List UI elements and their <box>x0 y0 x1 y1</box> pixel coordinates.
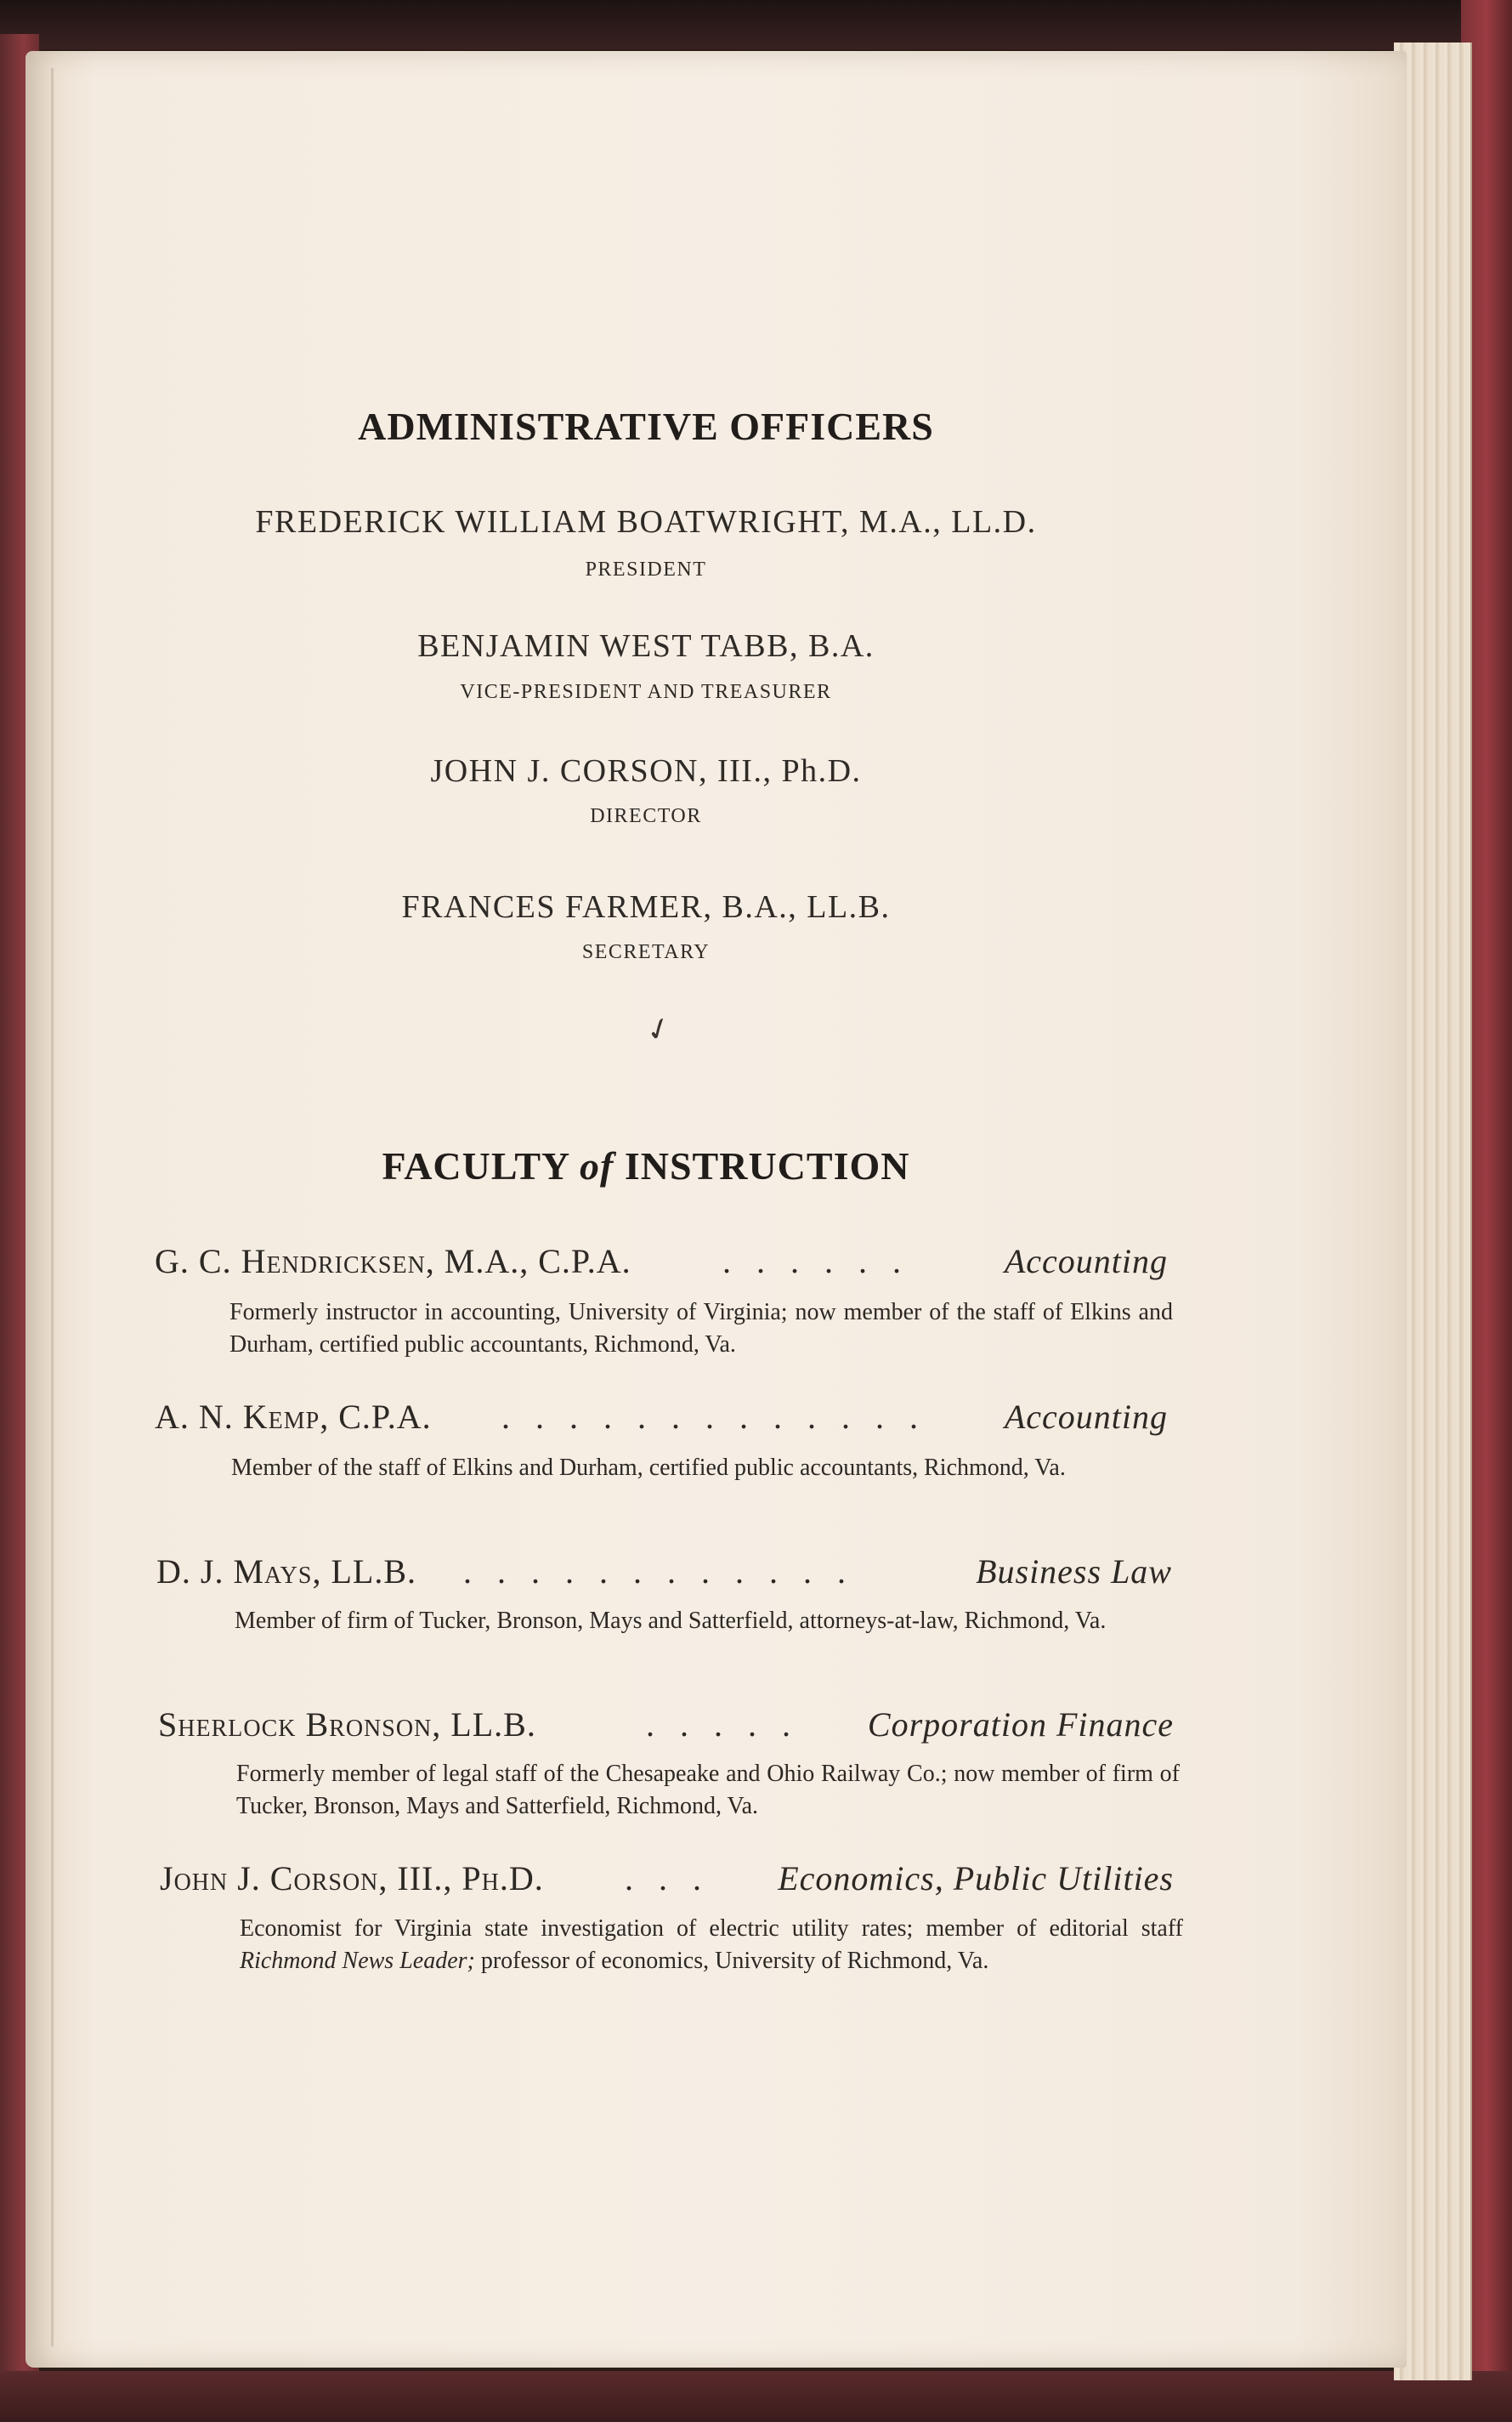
officer-name: FRANCES FARMER, B.A., LL.B. <box>401 889 891 925</box>
faculty-subject: Accounting <box>1004 1242 1168 1280</box>
dot-leader: . . . . . <box>646 1705 799 1744</box>
faculty-member-line <box>0 1241 1512 1292</box>
dot-leader: . . . . . . . . . . . . <box>463 1552 854 1591</box>
faculty-member-line <box>0 1551 1512 1602</box>
dot-leader: . . . . . . <box>722 1242 909 1280</box>
faculty-description: Formerly instructor in accounting, University of Virginia; now member of the staff of Elkins and Durham, certified public accountants, Richmond, Va. <box>229 1299 1173 1358</box>
dot-leader: . . . <box>625 1859 710 1897</box>
faculty-name: Sherlock Bronson, LL.B. <box>158 1705 536 1744</box>
faculty-name: G. C. Hendricksen, M.A., C.P.A. <box>155 1242 631 1280</box>
faculty-description: Member of firm of Tucker, Bronson, Mays and Satterfield, attorneys-at-law, Richmond, Va. <box>235 1608 1107 1634</box>
officer-name: FREDERICK WILLIAM BOATWRIGHT, M.A., LL.D. <box>255 504 1037 540</box>
dot-leader: . . . . . . . . . . . . . <box>501 1398 926 1436</box>
faculty-member-line <box>0 1397 1512 1448</box>
officer-title: SECRETARY <box>581 941 711 963</box>
officer-name: BENJAMIN WEST TABB, B.A. <box>417 628 875 664</box>
officer-title: VICE-PRESIDENT AND TREASURER <box>460 681 832 703</box>
faculty-name: A. N. Kemp, C.P.A. <box>155 1398 432 1436</box>
faculty-heading-part: of <box>580 1144 614 1188</box>
faculty-subject: Economics, Public Utilities <box>778 1859 1174 1897</box>
faculty-description-text: Economist for Virginia state investigation of electric utility rates; member of editorial staff <box>240 1915 1183 1942</box>
faculty-subject: Accounting <box>1004 1398 1168 1436</box>
faculty-name: John J. Corson, III., Ph.D. <box>160 1859 544 1897</box>
newspaper-title: Richmond News Leader; <box>240 1948 475 1974</box>
faculty-member-line <box>0 1704 1512 1756</box>
faculty-name: D. J. Mays, LL.B. <box>156 1552 417 1591</box>
faculty-heading <box>153 1143 1139 1188</box>
administrative-heading: ADMINISTRATIVE OFFICERS <box>358 405 934 448</box>
faculty-heading-part: INSTRUCTION <box>624 1144 910 1188</box>
officer-title: PRESIDENT <box>585 559 707 581</box>
officer-title: DIRECTOR <box>590 805 702 827</box>
faculty-description: Member of the staff of Elkins and Durham, certified public accountants, Richmond, Va. <box>231 1455 1066 1481</box>
faculty-member-line <box>0 1858 1512 1909</box>
ornament-mark-icon: ✓ <box>641 1009 677 1050</box>
faculty-description <box>240 1913 1183 1977</box>
faculty-subject: Corporation Finance <box>867 1705 1174 1744</box>
faculty-description-text: professor of economics, University of Richmond, Va. <box>480 1948 989 1974</box>
officer-name: JOHN J. CORSON, III., Ph.D. <box>430 753 862 789</box>
faculty-subject: Business Law <box>976 1552 1172 1591</box>
faculty-description: Formerly member of legal staff of the Chesapeake and Ohio Railway Co.; now member of firm of Tucker, Bronson, Mays and Satterfield, Richmond, Va. <box>236 1761 1180 1819</box>
faculty-heading-part: FACULTY <box>382 1144 569 1188</box>
